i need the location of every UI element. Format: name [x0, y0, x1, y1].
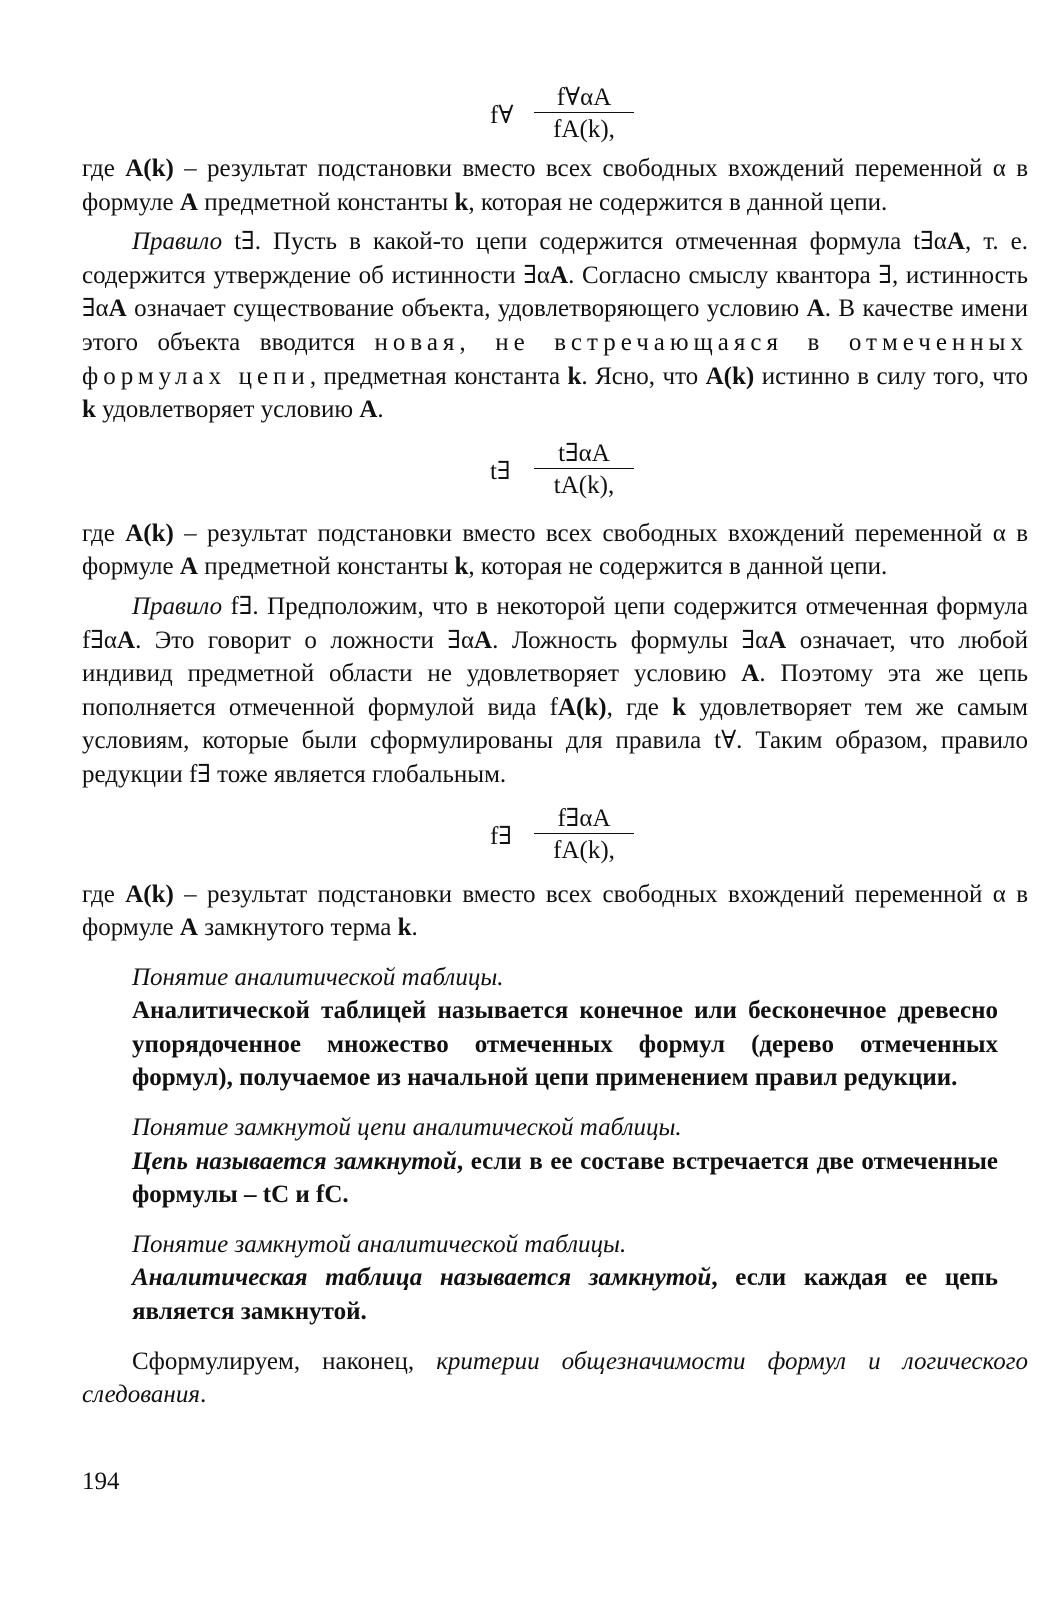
definition-text: Аналитической таблицей называется конечное или бесконечное древесно упорядоченное множество отмеченных формул (дерево отмеченных формул), получаемое из начальной цепи применением правил редукции.	[132, 997, 998, 1092]
rule-fraction	[534, 439, 634, 502]
rule-denominator: tA(k),	[553, 471, 615, 499]
rule-f-forall	[82, 83, 1028, 149]
rule-fraction	[534, 804, 634, 867]
definition-heading: Понятие замкнутой аналитической таблицы.	[132, 1230, 627, 1258]
rule-numerator: f∃αA	[534, 804, 634, 834]
page-number: 194	[82, 1468, 120, 1495]
definition-heading: Понятие аналитической таблицы.	[132, 963, 504, 991]
definition-closed-table	[82, 1228, 1028, 1329]
rule-denominator: fA(k),	[553, 836, 615, 864]
rule-name: t∃	[490, 457, 511, 485]
paragraph-rule-t-exists: Правило t∃. Пусть в какой-то цепи содержится отмеченная формула t∃αA, т. е. содержится утверждение об истинности ∃αA. Согласно смыслу квантора ∃, истинность ∃αA означает существование объекта, удовлетворяющего условию A. В качестве имени этого объекта вводится новая, не встречающаяся в отмеченных формулах цепи, предметная константа k. Ясно, что A(k) истинно в силу того, что k удовлетворяет условию A.	[82, 228, 1028, 424]
rule-numerator: f∀αA	[534, 83, 634, 113]
definition-analytic-table	[82, 961, 1028, 1095]
definition-closed-branch	[82, 1111, 1028, 1212]
rule-fraction	[534, 83, 634, 146]
rule-name: f∀	[490, 102, 514, 129]
rule-f-exists	[82, 804, 1028, 870]
definition-text: Аналитическая таблица называется замкнутой, если каждая ее цепь является замкнутой.	[132, 1264, 998, 1326]
definition-text: Цепь называется замкнутой, если в ее составе встречается две отмеченные формулы – tC и fC.	[132, 1147, 998, 1209]
paragraph-where-3: где A(k) – результат подстановки вместо всех свободных вхождений переменной α в формуле A замкнутого терма k.	[82, 880, 1029, 942]
paragraph-conclusion: Сформулируем, наконец, критерии общезначимости формул и логического следования.	[82, 1347, 1028, 1409]
paragraph-where-2: где A(k) – результат подстановки вместо всех свободных вхождений переменной α в формуле A предметной константы k, которая не содержится в данной цепи.	[82, 519, 1029, 581]
rule-name: f∃	[490, 822, 512, 850]
definition-heading: Понятие замкнутой цепи аналитической таблицы.	[132, 1114, 682, 1142]
paragraph-where-1: где A(k) – результат подстановки вместо всех свободных вхождений переменной α в формуле A предметной константы k, которая не содержится в данной цепи.	[82, 155, 1029, 216]
rule-denominator: fA(k),	[553, 116, 615, 143]
paragraph-rule-f-exists: Правило f∃. Предположим, что в некоторой цепи содержится отмеченная формула f∃αA. Это говорит о ложности ∃αA. Ложность формулы ∃αA означает, что любой индивид предметной области не удовлетворяет условию A. Поэтому эта же цепь пополняется отмеченной формулой вида fA(k), где k удовлетворяет тем же самым условиям, которые были сформулированы для правила t∀. Таким образом, правило редукции f∃ тоже является глобальным.	[82, 592, 1028, 788]
rule-numerator: t∃αA	[534, 439, 634, 469]
page-body	[82, 0, 1028, 1412]
rule-t-exists	[82, 439, 1028, 505]
